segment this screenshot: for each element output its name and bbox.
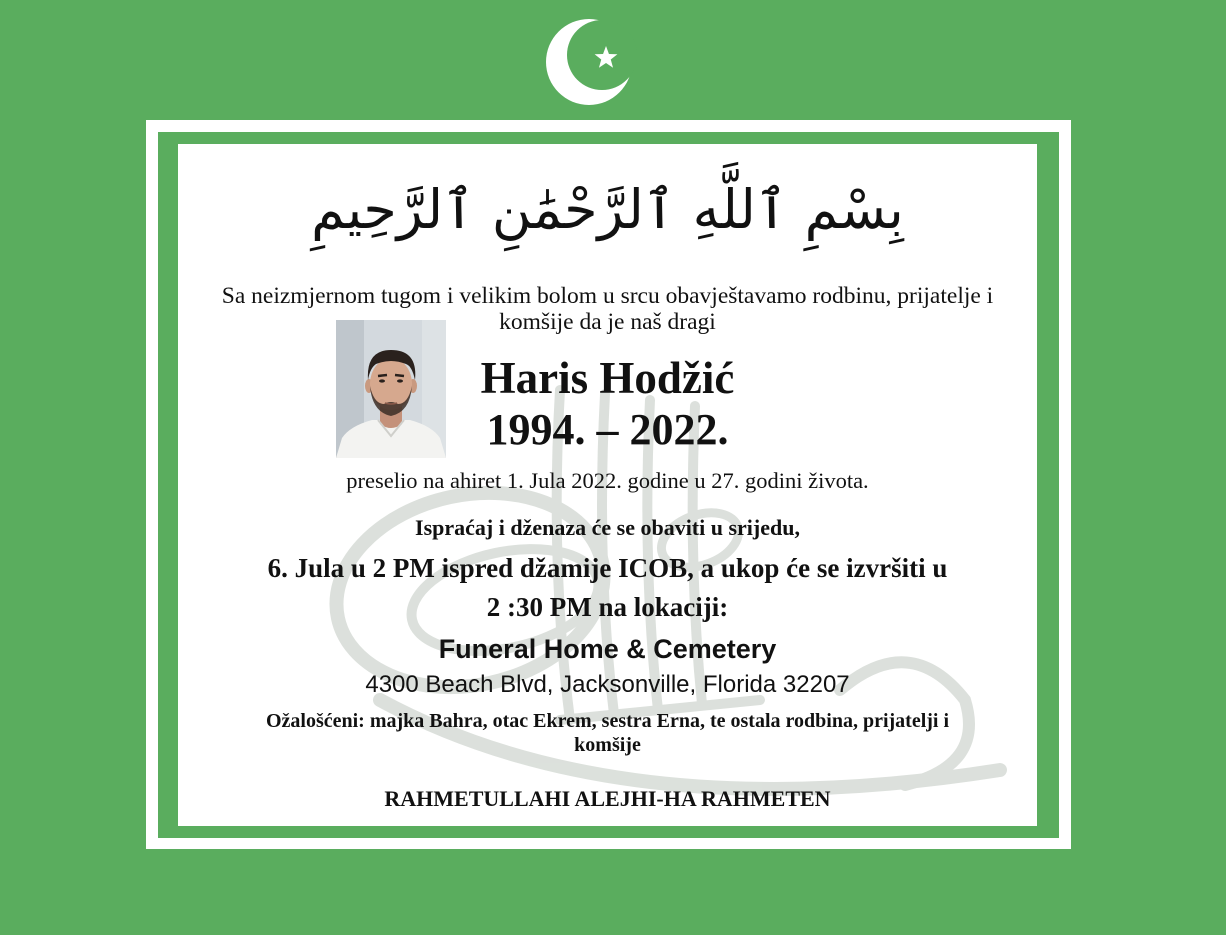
crescent-star-icon	[540, 15, 640, 115]
intro-line-1: Sa neizmjernom tugom i velikim bolom u srcu obavještavamo rodbinu, prijatelje i	[221, 283, 994, 309]
funeral-line-1: Ispraćaj i dženaza će se obaviti u srijedu,	[415, 515, 800, 540]
deceased-name: Haris Hodžić	[480, 353, 735, 403]
mourners-line-1: Ožalošćeni: majka Bahra, otac Ekrem, sestra Erna, te ostala rodbina, prijatelji i	[265, 710, 950, 732]
funeral-line-2: 6. Jula u 2 PM ispred džamije ICOB, a ukop će se izvršiti u	[267, 553, 948, 583]
mourners-line-2: komšije	[574, 734, 641, 756]
intro-line-2: komšije da je naš dragi	[499, 309, 716, 335]
venue-address: 4300 Beach Blvd, Jacksonville, Florida 32207	[365, 671, 850, 698]
funeral-line-3: 2 :30 PM na lokaciji:	[486, 592, 729, 622]
death-notice: preselio na ahiret 1. Jula 2022. godine u 27. godini života.	[346, 468, 869, 493]
closing-prayer: RAHMETULLAHI ALEJHI-HA RAHMETEN	[384, 786, 831, 811]
venue-name: Funeral Home & Cemetery	[438, 634, 777, 664]
life-years: 1994. – 2022.	[486, 405, 729, 454]
bismillah-calligraphy: بِسْمِ ٱللَّهِ ٱلرَّحْمَٰنِ ٱلرَّحِيمِ	[311, 178, 904, 241]
